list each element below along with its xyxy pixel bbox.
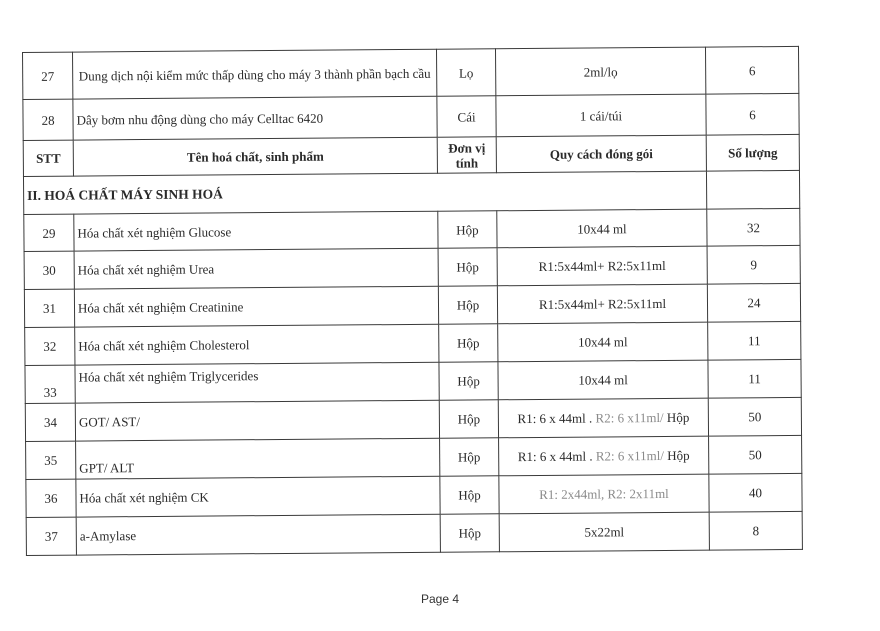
row-stt: 29 [24,214,74,251]
table-row [24,283,800,327]
table-row [26,511,802,555]
row-unit: Hộp [439,324,498,362]
row-spec-part-faint: R2: 6 x11ml/ [595,447,664,464]
row-qty: 50 [709,435,802,474]
row-spec: R1: 2x44ml, R2: 2x11ml [499,474,709,514]
table-row [25,359,801,403]
row-stt: 34 [25,403,75,441]
row-qty: 11 [708,359,801,398]
row-unit: Hộp [440,476,499,514]
row-name-text: GPT/ ALT [79,460,135,476]
row-qty: 6 [706,93,799,135]
section-title: II. HOÁ CHẤT MÁY SINH HOÁ [23,171,706,214]
row-qty: 11 [708,321,801,360]
table-row [25,321,801,365]
row-name-text: Hóa chất xét nghiệm Triglycerides [78,368,259,385]
row-stt-text: 33 [43,384,57,400]
table-row [26,435,802,479]
table-row [25,397,801,441]
row-name: Dây bơm nhu động dùng cho máy Celltac 6420 [73,96,437,140]
row-stt: 28 [23,99,73,140]
row-unit: Lọ [436,49,495,96]
row-unit: Hộp [440,514,499,552]
row-stt: 31 [24,289,74,327]
row-spec: 10x44 ml [497,209,707,248]
row-unit: Hộp [438,248,497,286]
row-spec: 2ml/lọ [495,47,705,96]
row-spec-part-faint: R2: 6 x11ml/ [595,409,664,426]
row-stt [25,365,75,403]
row-unit: Hộp [438,286,497,324]
table-row [23,93,799,140]
row-spec: R1:5x44ml+ R2:5x11ml [497,284,707,324]
row-qty: 50 [708,397,801,436]
row-unit: Cái [437,96,496,137]
row-stt: 37 [26,517,76,555]
row-name: a-Amylase [76,514,440,555]
row-unit: Hộp [438,211,497,248]
row-spec [498,398,708,438]
header-name: Tên hoá chất, sinh phẩm [73,137,437,176]
row-qty: 6 [705,46,798,94]
row-unit: Hộp [439,400,498,438]
row-qty: 40 [709,473,802,512]
chemicals-table [22,46,803,556]
row-spec-part: Hộp [666,409,690,425]
table-row [24,208,800,251]
row-spec: 10x44 ml [498,322,708,362]
table-row [24,245,800,289]
row-name [76,438,440,479]
row-qty: 9 [707,245,800,284]
table-row [23,46,799,99]
table-header-row [23,134,799,176]
row-name [75,362,439,403]
row-spec-part: R1: 6 x 44ml . [517,410,593,427]
row-name: Hóa chất xét nghiệm Glucose [74,211,438,251]
section-row [23,170,799,214]
section-empty-cell [706,170,799,209]
row-stt: 36 [26,479,76,517]
row-name: GOT/ AST/ [75,400,439,441]
row-qty: 32 [707,208,800,246]
row-spec: 1 cái/túi [496,94,706,137]
row-unit: Hộp [439,362,498,400]
row-stt: 30 [24,251,74,289]
header-stt: STT [23,140,73,176]
row-spec: R1:5x44ml+ R2:5x11ml [497,246,707,286]
row-unit: Hộp [440,438,499,476]
row-spec-part: Hộp [667,447,690,463]
table-row [26,473,802,517]
row-stt: 32 [25,327,75,365]
row-qty: 24 [707,283,800,322]
row-name: Hóa chất xét nghiệm CK [76,476,440,517]
row-stt: 35 [26,441,76,479]
row-spec [499,436,709,476]
header-spec: Quy cách đóng gói [496,135,706,173]
row-name: Hóa chất xét nghiệm Creatinine [74,286,438,327]
row-spec: 10x44 ml [498,360,708,400]
row-qty: 8 [709,511,802,550]
row-spec-part: R1: 6 x 44ml . [517,448,593,465]
header-qty: Số lượng [706,134,799,171]
row-spec: 5x22ml [499,512,709,552]
page-number: Page 4 [420,592,460,606]
row-name: Hóa chất xét nghiệm Urea [74,248,438,289]
header-unit: Đơn vị tính [437,137,496,173]
row-name: Hóa chất xét nghiệm Cholesterol [75,324,439,365]
row-stt: 27 [23,52,73,99]
row-name: Dung dịch nội kiểm mức thấp dùng cho máy 3 thành phần bạch cầu [73,49,437,99]
